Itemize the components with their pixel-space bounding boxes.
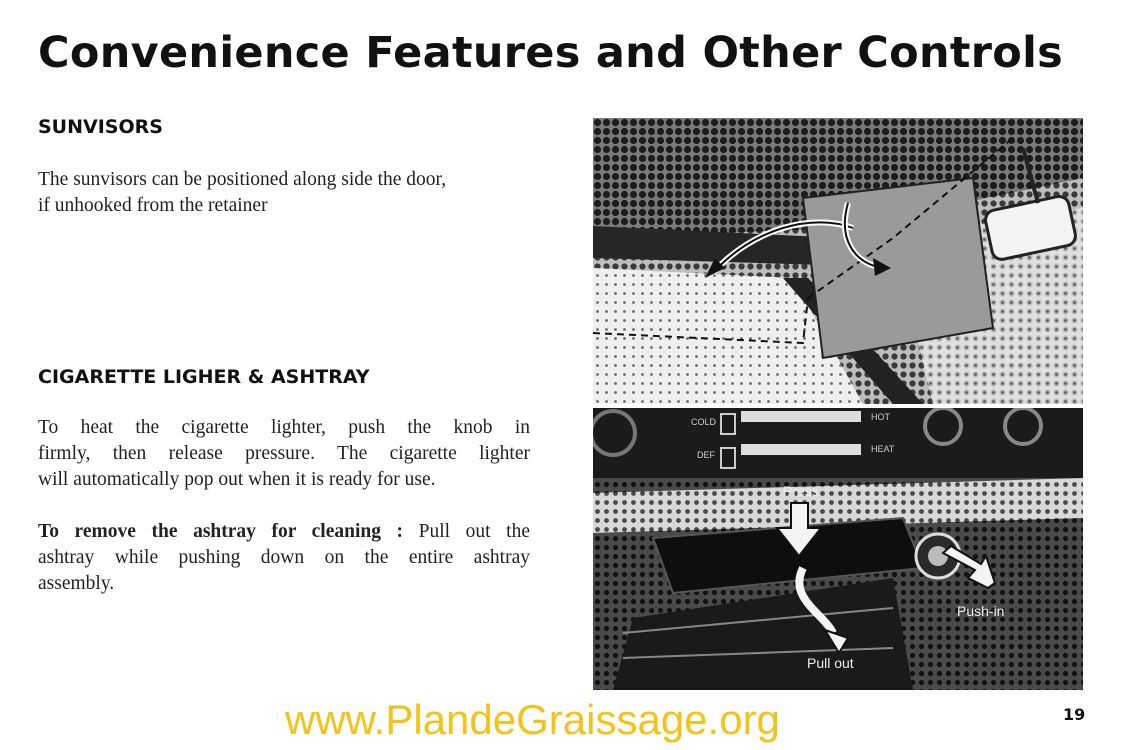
hot-label: HOT <box>871 412 890 422</box>
lighter-p1-line-3: will automatically pop out when it is ready for use. <box>38 469 436 490</box>
sunvisor-illustration <box>593 118 1083 404</box>
lighter-p1-line-1: To heat the cigarette lighter, push the knob in <box>38 417 530 438</box>
watermark-link[interactable]: www.PlandeGraissage.org <box>285 696 780 743</box>
lighter-heading: CIGARETTE LIGHER & ASHTRAY <box>38 366 370 388</box>
page-number: 19 <box>1063 705 1086 724</box>
lighter-ashtray-illustration <box>593 408 1083 690</box>
heat-label: HEAT <box>871 444 895 454</box>
def-label: DEF <box>697 450 715 460</box>
lighter-p2-line-2: ashtray while pushing down on the entire ashtray <box>38 547 530 568</box>
sunvisors-line-1: The sunvisors can be positioned along side the door, <box>38 169 447 190</box>
ashtray-bold-lead: To remove the ashtray for cleaning : <box>38 521 404 542</box>
sunvisors-heading: SUNVISORS <box>38 116 163 138</box>
sunvisors-line-2: if unhooked from the retainer <box>38 195 268 216</box>
push-in-label: Push-in <box>957 603 1005 619</box>
lighter-paragraph-1 <box>38 415 530 493</box>
lighter-ashtray-photo <box>593 408 1083 690</box>
sunvisor-photo <box>593 118 1083 404</box>
pull-out-label: Pull out <box>807 655 854 671</box>
lighter-p2-line-1 <box>38 519 530 545</box>
lighter-p1-line-2: firmly, then release pressure. The cigarette lighter <box>38 443 530 464</box>
ashtray-lead-rest: Pull out the <box>403 521 530 542</box>
lighter-paragraph-2 <box>38 519 530 597</box>
press-label: Press <box>783 483 819 499</box>
sunvisors-paragraph <box>38 167 530 219</box>
page-title: Convenience Features and Other Controls <box>38 28 1064 78</box>
lighter-p2-line-3: assembly. <box>38 573 115 594</box>
cold-label: COLD <box>691 417 717 427</box>
